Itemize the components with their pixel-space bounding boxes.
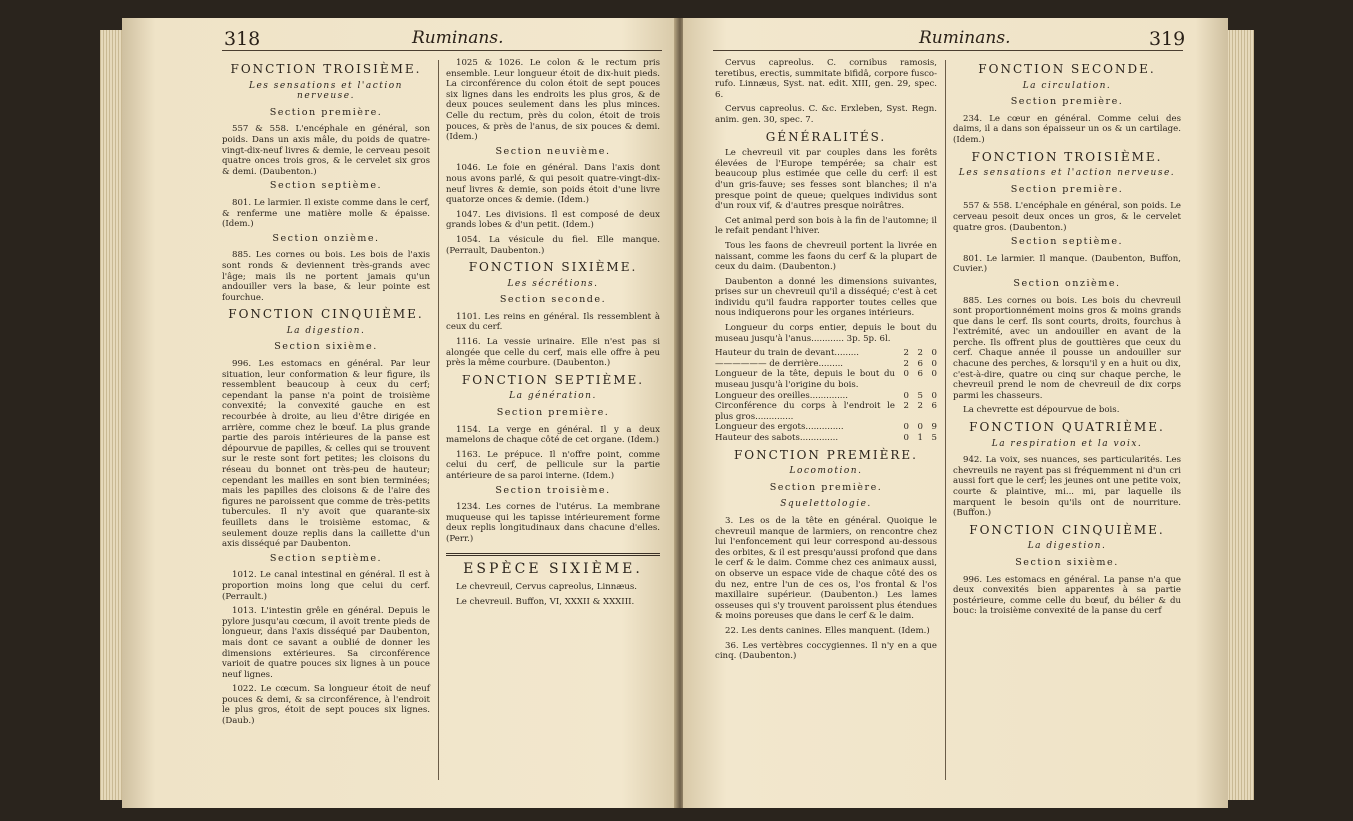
dimension-value: 2 bbox=[917, 348, 923, 359]
dimension-label: Hauteur des sabots.............. bbox=[715, 433, 839, 443]
dimension-value: 0 bbox=[917, 422, 923, 433]
section-heading: Les sensations et l'action nerveuse. bbox=[249, 80, 403, 102]
dimension-value: 0 bbox=[931, 348, 937, 359]
table-row bbox=[715, 433, 937, 444]
paragraph: 557 & 558. L'encéphale en général, son poids. Dans un axis mâle, du poids de quatre-vingt-dix-neuf livres & demie, le cerveau pesoit quatre onces trois gros, & le cervelet six gros & demi. (Daubenton.) bbox=[222, 124, 430, 177]
paragraph: Longueur du corps entier, depuis le bout du museau jusqu'à l'anus............ 3p. 5p. 6l. bbox=[715, 323, 937, 344]
dimension-value: 0 bbox=[931, 369, 937, 380]
section-heading: Section sixième. bbox=[1015, 556, 1119, 568]
paragraph: 1154. La verge en général. Il y a deux mamelons de chaque côté de cet organe. (Idem.) bbox=[446, 424, 660, 446]
paragraph: Le chevreuil, Cervus capreolus, Linnæus. bbox=[456, 582, 638, 593]
section-heading: FONCTION SECONDE. bbox=[978, 62, 1156, 76]
right-page-number: 319 bbox=[1149, 28, 1186, 50]
right-header-rule bbox=[713, 50, 1183, 51]
section-heading: FONCTION CINQUIÈME. bbox=[969, 522, 1165, 537]
paragraph: 1013. L'intestin grêle en général. Depuis le pylore jusqu'au cœcum, il avoit trente pieds de longueur, dans l'axis disséqué par Daubenton, mais dont ce savant a oublié de donner les dimensions extérieures. Sa circonférence varioit de quatre pouces six lignes à un pouce neuf lignes. bbox=[222, 606, 430, 680]
dimension-value: 2 bbox=[903, 401, 909, 412]
section-heading: La génération. bbox=[509, 391, 597, 402]
section-heading: FONCTION SEPTIÈME. bbox=[461, 372, 645, 387]
section-heading: Section sixième. bbox=[274, 341, 378, 353]
paragraph: 996. Les estomacs en général. La panse n'a que deux convexités bien apparentes à sa partie postérieure, comme celle du bœuf, du bélier & du bouc: la troisième convexité de la panse du cerf bbox=[953, 574, 1181, 617]
section-heading: Section septième. bbox=[269, 180, 383, 192]
paragraph: 22. Les dents canines. Elles manquent. (Idem.) bbox=[725, 625, 930, 636]
table-row bbox=[715, 401, 937, 422]
paragraph: 1054. La vésicule du fiel. Elle manque. (Perrault, Daubenton.) bbox=[446, 234, 660, 256]
paragraph: 557 & 558. L'encéphale en général, son poids. Le cerveau pesoit deux onces un gros, & le cervelet quatre gros. (Daubenton.) bbox=[953, 201, 1181, 233]
dimension-value: 2 bbox=[903, 358, 909, 369]
section-heading: Section première. bbox=[1010, 96, 1124, 108]
section-heading: La digestion. bbox=[286, 325, 366, 336]
paragraph: 1012. Le canal intestinal en général. Il est à proportion moins long que celui du cerf. (Perrault.) bbox=[222, 570, 430, 602]
section-heading: FONCTION TROISIÈME. bbox=[230, 62, 422, 76]
left-column-2 bbox=[446, 58, 660, 611]
dimension-value: 0 bbox=[903, 369, 909, 380]
paragraph: 1025 & 1026. Le colon & le rectum pris ensemble. Leur longueur étoit de dix-huit pieds. La circonférence du colon étoit de sept pouces six lignes dans les endroits les plus gros, & de deux pouces seulement dans les plus minces. Celle du rectum, près du colon, étoit de trois pouces, & près de l'anus, de six pouces & demi. (Idem.) bbox=[446, 58, 660, 143]
right-column-2 bbox=[953, 58, 1181, 621]
section-heading: FONCTION CINQUIÈME. bbox=[228, 307, 424, 322]
dimension-value: 0 bbox=[903, 433, 909, 443]
dimension-value: 5 bbox=[917, 390, 923, 401]
right-running-title: Ruminans. bbox=[919, 28, 1011, 48]
paragraph: 1163. Le prépuce. Il n'offre point, comme celui du cerf, de pellicule sur la partie antérieure de sa paroi interne. (Idem.) bbox=[446, 449, 660, 481]
dimension-label: Circonférence du corps à l'endroit le plus gros.............. bbox=[715, 401, 895, 422]
paragraph: 1116. La vessie urinaire. Elle n'est pas si alongée que celle du cerf, mais elle offre à peu près la même courbure. (Daubenton.) bbox=[446, 337, 660, 369]
table-row bbox=[715, 369, 937, 390]
section-heading: La digestion. bbox=[1027, 541, 1107, 552]
dimension-value: 9 bbox=[931, 422, 937, 433]
dimension-label: Longueur des ergots.............. bbox=[715, 422, 844, 433]
section-heading: Section seconde. bbox=[499, 294, 607, 306]
left-header-rule bbox=[222, 50, 662, 51]
paragraph: 234. Le cœur en général. Comme celui des daims, il a dans son épaisseur un os & un cartilage. (Idem.) bbox=[953, 113, 1181, 145]
left-page bbox=[122, 18, 677, 808]
section-heading: Section onzième. bbox=[272, 232, 380, 244]
paragraph: 801. Le larmier. Il existe comme dans le cerf, & renferme une matière molle & épaisse. (Idem.) bbox=[222, 197, 430, 230]
dimension-value: 2 bbox=[917, 401, 923, 412]
left-column-divider bbox=[438, 60, 439, 780]
section-heading: Section première. bbox=[496, 407, 610, 419]
section-heading: GÉNÉRALITÉS. bbox=[765, 129, 887, 144]
divider bbox=[446, 553, 660, 556]
paragraph: Cervus capreolus. C. &c. Erxleben, Syst. Regn. anim. gen. 30, spec. 7. bbox=[715, 104, 937, 125]
section-heading: Section troisième. bbox=[495, 484, 611, 496]
paragraph: 1022. Le cœcum. Sa longueur étoit de neuf pouces & demi, & sa circonférence, à l'endroit le plus gros, étoit de sept pouces six lignes. (Daub.) bbox=[222, 684, 430, 727]
right-column-divider bbox=[945, 60, 946, 780]
section-heading: Section septième. bbox=[269, 552, 383, 564]
section-heading: Section première. bbox=[769, 481, 883, 493]
section-heading: Section onzième. bbox=[1013, 277, 1121, 289]
section-heading: Les sécrétions. bbox=[507, 278, 599, 289]
dimension-value: 0 bbox=[931, 390, 937, 401]
paragraph: Cet animal perd son bois à la fin de l'automne; il le refait pendant l'hiver. bbox=[715, 215, 937, 237]
paragraph: Daubenton a donné les dimensions suivantes, prises sur un chevreuil qu'il a disséqué; c'est à cet individu qu'il faudra rapporter toutes celles que nous indiquerons pour les organes intérieurs. bbox=[715, 276, 937, 319]
paragraph: 996. Les estomacs en général. Par leur situation, leur conformation & leur figure, ils ressemblent beaucoup à ceux du cerf; cependant la panse n'a point de troisième convexité; la convexité gauche en est recourbée à droite, au lieu d'être dirigée en arrière, comme chez le bœuf. La plus grande partie des parois intérieures de la panse est dépourvue de papilles, & celles qui se trouvent sur le reste sont fort petites; les cloisons du réseau du bonnet ont très-peu de hauteur; cependant les mailles en sont bien terminées; mais les papilles des cloisons & de l'aire des figures ne paroissent que comme de très-petits tubercules. Il n'y avoit que quarante-six feuillets dans le troisième estomac, & seulement douze replis dans la caillette d'un axis disséqué par Daubenton. bbox=[222, 359, 430, 550]
paragraph: 942. La voix, ses nuances, ses particularités. Les chevreuils ne rayent pas si fréquemment ni d'un cri aussi fort que le cerf; les jeunes ont une petite voix, courte & plaintive, mi... mi, par laquelle ils marquent le besoin qu'ils ont de nourriture. (Buffon.) bbox=[953, 455, 1181, 519]
table-row bbox=[715, 422, 937, 433]
paragraph: 3. Les os de la tête en général. Quoique le chevreuil manque de larmiers, on rencontre chez lui l'enfoncement qui leur correspond au-dessous des orbites, & il est presqu'aussi profond que dans le cerf & le daim. Comme chez ces animaux aussi, on observe un espace vide de chaque côté des os du nez, entre l'un de ces os, l'os frontal & l'os maxillaire supérieur. (Daubenton.) Les lames osseuses qui s'y trouvent paroissent plus étendues & moins poreuses que dans le cerf & le daim. bbox=[715, 515, 937, 622]
dimension-value: 0 bbox=[931, 358, 937, 369]
left-running-title: Ruminans. bbox=[412, 28, 504, 48]
section-heading: Section première. bbox=[269, 106, 383, 118]
paragraph: 1046. Le foie en général. Dans l'axis dont nous avons parlé, & qui pesoit quatre-vingt-dix-neuf livres & demie, son poids étoit d'une livre quatorze onces & demie. (Idem.) bbox=[446, 163, 660, 206]
section-heading: ESPÈCE SIXIÈME. bbox=[463, 560, 643, 577]
paragraph: La chevrette est dépourvue de bois. bbox=[963, 405, 1120, 416]
paragraph: 1234. Les cornes de l'utérus. La membrane muqueuse qui les tapisse intérieurement forme deux replis longitudinaux dans chacune d'elles. (Perr.) bbox=[446, 502, 660, 544]
dimension-label: —————— de derrière......... bbox=[715, 358, 844, 369]
left-page-edges bbox=[100, 30, 124, 800]
left-column-1 bbox=[222, 58, 430, 731]
dimension-value: 1 bbox=[917, 433, 923, 443]
dimension-value: 0 bbox=[903, 390, 909, 401]
section-heading: La circulation. bbox=[1022, 80, 1112, 91]
dimension-label: Hauteur du train de devant......... bbox=[715, 348, 859, 359]
right-page bbox=[683, 18, 1228, 808]
section-heading: Les sensations et l'action nerveuse. bbox=[958, 168, 1176, 179]
dimension-value: 5 bbox=[931, 433, 937, 443]
dimension-label: Longueur des oreilles.............. bbox=[715, 390, 848, 401]
section-heading: FONCTION QUATRIÈME. bbox=[969, 420, 1165, 435]
right-page-edges bbox=[1226, 30, 1254, 800]
paragraph: 1101. Les reins en général. Ils ressemblent à ceux du cerf. bbox=[446, 311, 660, 333]
section-heading: Section neuvième. bbox=[495, 145, 611, 157]
paragraph: 801. Le larmier. Il manque. (Daubenton, Buffon, Cuvier.) bbox=[953, 253, 1181, 275]
paragraph: Cervus capreolus. C. cornibus ramosis, teretibus, erectis, summitate bifidâ, corpore fusco-rufo. Linnæus, Syst. nat. edit. XIII, gen. 29, spec. 6. bbox=[715, 58, 937, 100]
dimension-value: 2 bbox=[903, 348, 909, 359]
table-row bbox=[715, 359, 937, 370]
table-row bbox=[715, 348, 937, 359]
section-heading: La respiration et la voix. bbox=[991, 438, 1143, 449]
paragraph: 885. Les cornes ou bois. Les bois de l'axis sont ronds & deviennent très-grands avec l'âge; mais ils ne portent jamais qu'un andouiller vers la base, & leur pointe est fourchue. bbox=[222, 250, 430, 303]
dimension-label: Longueur de la tête, depuis le bout du museau jusqu'à l'origine du bois. bbox=[715, 369, 895, 391]
section-heading: FONCTION SIXIÈME. bbox=[468, 260, 638, 275]
paragraph: 885. Les cornes ou bois. Les bois du chevreuil sont proportionnément moins gros & moins grands que dans le cerf. Ils sont courts, droits, fourchus à l'extrémité, avec un andouiller en avant de la perche. Ils offrent plus de gouttières que ceux du cerf. Chaque année il pousse un andouiller sur chacune des perches, & lorsqu'il y en a huit ou dix, c'est-à-dire, quatre ou cinq sur chaque perche, le chevreuil prend le nom de chevreuil de dix corps parmi les chasseurs. bbox=[953, 295, 1181, 401]
left-page-number: 318 bbox=[224, 28, 261, 50]
dimension-value: 6 bbox=[931, 401, 937, 412]
paragraph: 36. Les vertèbres coccygiennes. Il n'y en a que cinq. (Daubenton.) bbox=[715, 640, 937, 662]
section-heading: Locomotion. bbox=[789, 466, 863, 477]
right-column-1 bbox=[715, 58, 937, 666]
dimension-value: 0 bbox=[903, 422, 909, 433]
paragraph: Le chevreuil vit par couples dans les forêts élevées de l'Europe tempérée; sa chair est beaucoup plus estimée que celle du cerf: il est d'un gris-fauve; ses fesses sont blanches; il n'a presque point de queue; quelques individus sont d'un roux vif, & d'autres presque noirâtres. bbox=[715, 148, 937, 212]
table-row bbox=[715, 391, 937, 402]
section-heading: Squelettologie. bbox=[780, 499, 872, 510]
paragraph: Le chevreuil. Buffon, VI, XXXII & XXXIII. bbox=[456, 596, 635, 607]
right-dimensions-table bbox=[715, 348, 937, 443]
section-heading: Section septième. bbox=[1010, 236, 1124, 248]
section-heading: Section première. bbox=[1010, 183, 1124, 195]
section-heading: FONCTION TROISIÈME. bbox=[971, 149, 1163, 164]
paragraph: 1047. Les divisions. Il est composé de deux grands lobes & d'un petit. (Idem.) bbox=[446, 209, 660, 231]
section-heading: FONCTION PREMIÈRE. bbox=[733, 447, 918, 462]
dimension-value: 6 bbox=[917, 358, 923, 369]
paragraph: Tous les faons de chevreuil portent la livrée en naissant, comme les faons du cerf & la plupart de ceux du daim. (Daubenton.) bbox=[715, 240, 937, 273]
dimension-value: 6 bbox=[917, 369, 923, 380]
